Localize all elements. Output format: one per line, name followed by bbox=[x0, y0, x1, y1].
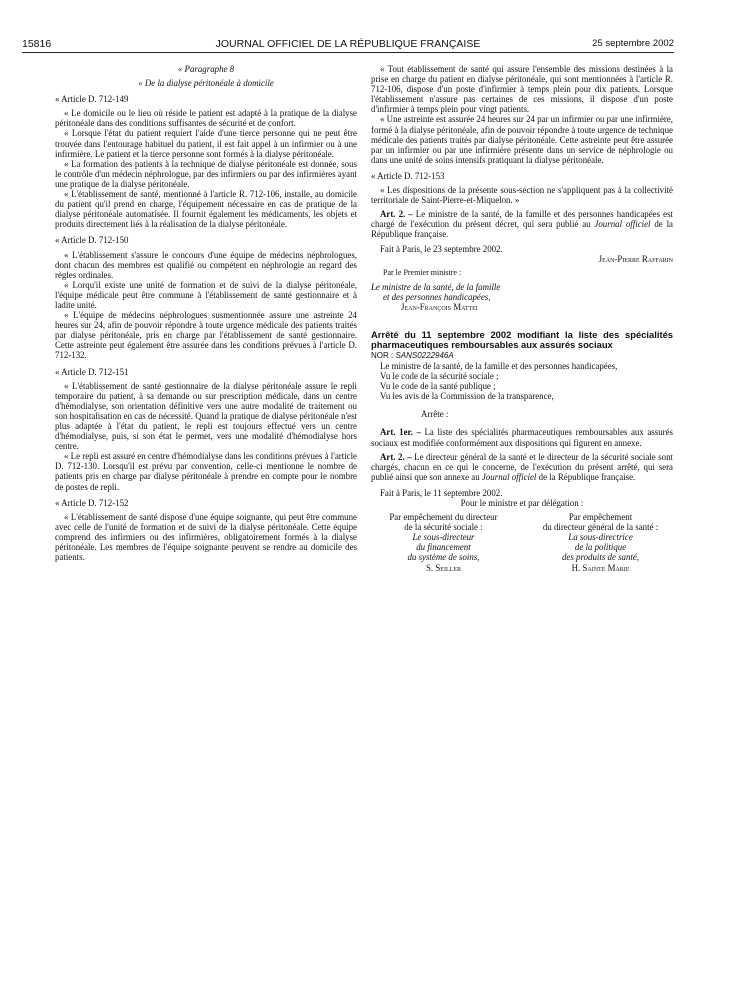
article-heading: « Article D. 712-152 bbox=[55, 497, 129, 508]
signature-date: Fait à Paris, le 11 septembre 2002. bbox=[380, 487, 503, 498]
arrete-label: Arrête : bbox=[421, 409, 449, 420]
article-paragraph: « Une astreinte est assurée 24 heures sur 24 par un infirmier ou par une infirmière, formé à la dialyse péritonéale, afin de pouvoir répondre à toute urgence de technique médicale des patients traités par dialyse péritonéale. Cette astreinte peut être assurée par un infirmier ou par une infirmière présente dans un service de néphrologie ou dans une unité de soins intensifs pratiquant la dialyse péritonéale. bbox=[371, 114, 673, 165]
article-paragraph: « Le domicile ou le lieu où réside le patient est adapté à la pratique de la dialyse péritonéale dans des conditions suffisantes de sécurité et de confort. bbox=[55, 108, 357, 129]
signature-block bbox=[371, 512, 673, 573]
article-heading: « Article D. 712-151 bbox=[55, 366, 129, 377]
article-paragraph: « Lorsque l'état du patient requiert l'aide d'une tierce personne qui ne peut être trouvée dans l'entourage habituel du patient, il est fait appel à un infirmier ou à une infirmière. Le patient et la tierce personne sont formés à la dialyse péritonéale. bbox=[55, 128, 357, 159]
article-paragraph: « L'établissement s'assure le concours d'une équipe de médecins néphrologues, dont chacun des membres est qualifié ou compétent en néphrologie au regard des règles ordinales. bbox=[55, 249, 357, 280]
article-paragraph: « Tout établissement de santé qui assure l'ensemble des missions destinées à la prise en charge du patient en dialyse péritonéale, qui sont mentionnées à l'article R. 712-106, dispose d'un poste d'infirmier à temps plein pour dix patients. Lorsque l'établissement n'assure pas certaines de ces missions, il dispose d'un poste d'infirmier à temps plein pour vingt patients. bbox=[371, 64, 673, 115]
article-paragraph: « Le repli est assuré en centre d'hémodialyse dans les conditions prévues à l'article D. 712-130. Lorsqu'il est prévu par convention, celle-ci mentionne le nombre de patients pris en charge par dialyse péritonéale à prendre en compte pour le nombre de postes de repli. bbox=[55, 451, 357, 492]
signer-name: S. Seiller bbox=[425, 562, 461, 573]
article-paragraph: « Les dispositions de la présente sous-section ne s'appliquent pas à la collectivité territoriale de Saint-Pierre-et-Miquelon. » bbox=[371, 185, 673, 206]
signer-name: Jean-Pierre Raffarin bbox=[598, 253, 673, 264]
issue-date: 25 septembre 2002 bbox=[592, 38, 674, 49]
decree-article-2: Art. 2. – Le directeur général de la santé et le directeur de la sécurité sociale sont chargés, chacun en ce qui le concerne, de l'exécution du présent arrêté, qui sera publié ainsi que son annexe au Journal officiel de la République française. bbox=[371, 451, 673, 482]
article-paragraph: « Lorqu'il existe une unité de formation et de suivi de la dialyse péritonéale, l'équipe médicale peut être commune à l'établissement de santé gestionnaire et à ladite unité. bbox=[55, 279, 357, 310]
minister-title: Le ministre de la santé, de la famille bbox=[371, 281, 501, 292]
signature-left: Par empêchement du directeur de la sécurité sociale : Le sous-directeur du financement du système de soins, S. Seiller bbox=[371, 512, 516, 573]
page-header bbox=[22, 32, 674, 53]
countersign-intro: Par le Premier ministre : bbox=[383, 267, 462, 277]
minister-title: et des personnes handicapées, bbox=[383, 291, 491, 302]
page-number: 15816 bbox=[22, 38, 52, 50]
visa: Vu le code de la sécurité sociale ; bbox=[380, 371, 499, 382]
signature-date: Fait à Paris, le 23 septembre 2002. bbox=[380, 243, 503, 254]
article-heading: « Article D. 712-153 bbox=[371, 170, 445, 181]
decree-article-1: Art. 1er. – La liste des spécialités pharmaceutiques remboursables aux assurés sociaux est modifiée conformément aux dispositions qui figurent en annexe. bbox=[371, 427, 673, 448]
nor-reference: NOR : SANS0222946A bbox=[371, 350, 454, 360]
article-label: Art. 2. – bbox=[380, 209, 413, 220]
article-label: Art. 1er. – bbox=[380, 427, 421, 438]
signer-name: H. Sainte Marie bbox=[571, 562, 630, 573]
paragraph-heading: « Paragraphe 8 bbox=[177, 64, 235, 74]
journal-title: JOURNAL OFFICIEL DE LA RÉPUBLIQUE FRANÇAISE bbox=[215, 38, 481, 50]
decree-title: Arrêté du 11 septembre 2002 modifiant la liste des spécialités pharmaceutiques remboursables aux assurés sociaux bbox=[371, 329, 673, 351]
article-paragraph: « L'établissement de santé gestionnaire de la dialyse péritonéale assure le repli temporaire du patient, à sa demande ou sur prescription médicale, dans un centre d'hémodialyse, son orientation définitive vers une autre modalité de traitement ou son hospitalisation en cas de nécessité. Quand la pratique de dialyse péritonéale n'est plus adaptée à l'état du patient, le repli est toujours effectué vers un centre d'hémodialyse, puis, si son état le permet, vers une modalité d'hémodialyse hors centre. bbox=[55, 380, 357, 452]
left-column bbox=[55, 64, 357, 562]
signature-right: Par empêchement du directeur général de la santé : La sous-directrice de la politique des produits de santé, H. Sainte Marie bbox=[528, 512, 673, 573]
right-column bbox=[371, 64, 673, 573]
article-label: Art. 2. – bbox=[380, 451, 412, 462]
article-paragraph: « L'établissement de santé, mentionné à l'article R. 712-106, installe, au domicile du patient qu'il prend en charge, l'équipement nécessaire en cas de pratique de la dialyse péritonéale automatisée. Il fournit également les médicaments, les objets et produits directement liés à la réalisation de la dialyse péritonéale. bbox=[55, 189, 357, 230]
preamble: Le ministre de la santé, de la famille et des personnes handicapées, bbox=[380, 360, 618, 371]
article-paragraph: « L'équipe de médecins néphrologues susmentionnée assure une astreinte 24 heures sur 24, afin de pouvoir répondre à toute urgence médicale des patients traités par dialyse péritonéale, pris en charge par l'établissement de santé gestionnaire. Cette astreinte peut également être assurée dans les conditions prévues à l'article D. 712-132. bbox=[55, 310, 357, 361]
article-heading: « Article D. 712-150 bbox=[55, 235, 129, 246]
visa: Vu les avis de la Commission de la transparence, bbox=[380, 391, 554, 402]
decree-article-2: Art. 2. – Le ministre de la santé, de la famille et des personnes handicapées est chargé de l'exécution du présent décret, qui sera publié au Journal officiel de la République française. bbox=[371, 209, 673, 240]
article-paragraph: « L'établissement de santé dispose d'une équipe soignante, qui peut être commune avec celle de l'unité de formation et de suivi de la dialyse péritonéale. Cette équipe comprend des infirmiers ou des infirmières, obligatoirement formés à la dialyse péritonéale. Les membres de l'équipe soignante peuvent se rendre au domicile des patients. bbox=[55, 511, 357, 563]
visa: Vu le code de la santé publique ; bbox=[380, 381, 496, 392]
article-paragraph: « La formation des patients à la technique de dialyse péritonéale est donnée, sous le contrôle d'un médecin néphrologue, par des infirmiers ou par des infirmières ayant une pratique de la dialyse péritonéale. bbox=[55, 158, 358, 189]
delegation-line: Pour le ministre et par délégation : bbox=[460, 498, 584, 508]
article-heading: « Article D. 712-149 bbox=[55, 94, 129, 105]
paragraph-subheading: « De la dialyse péritonéale à domicile bbox=[138, 78, 274, 89]
signer-name: Jean-François Mattei bbox=[401, 301, 478, 312]
